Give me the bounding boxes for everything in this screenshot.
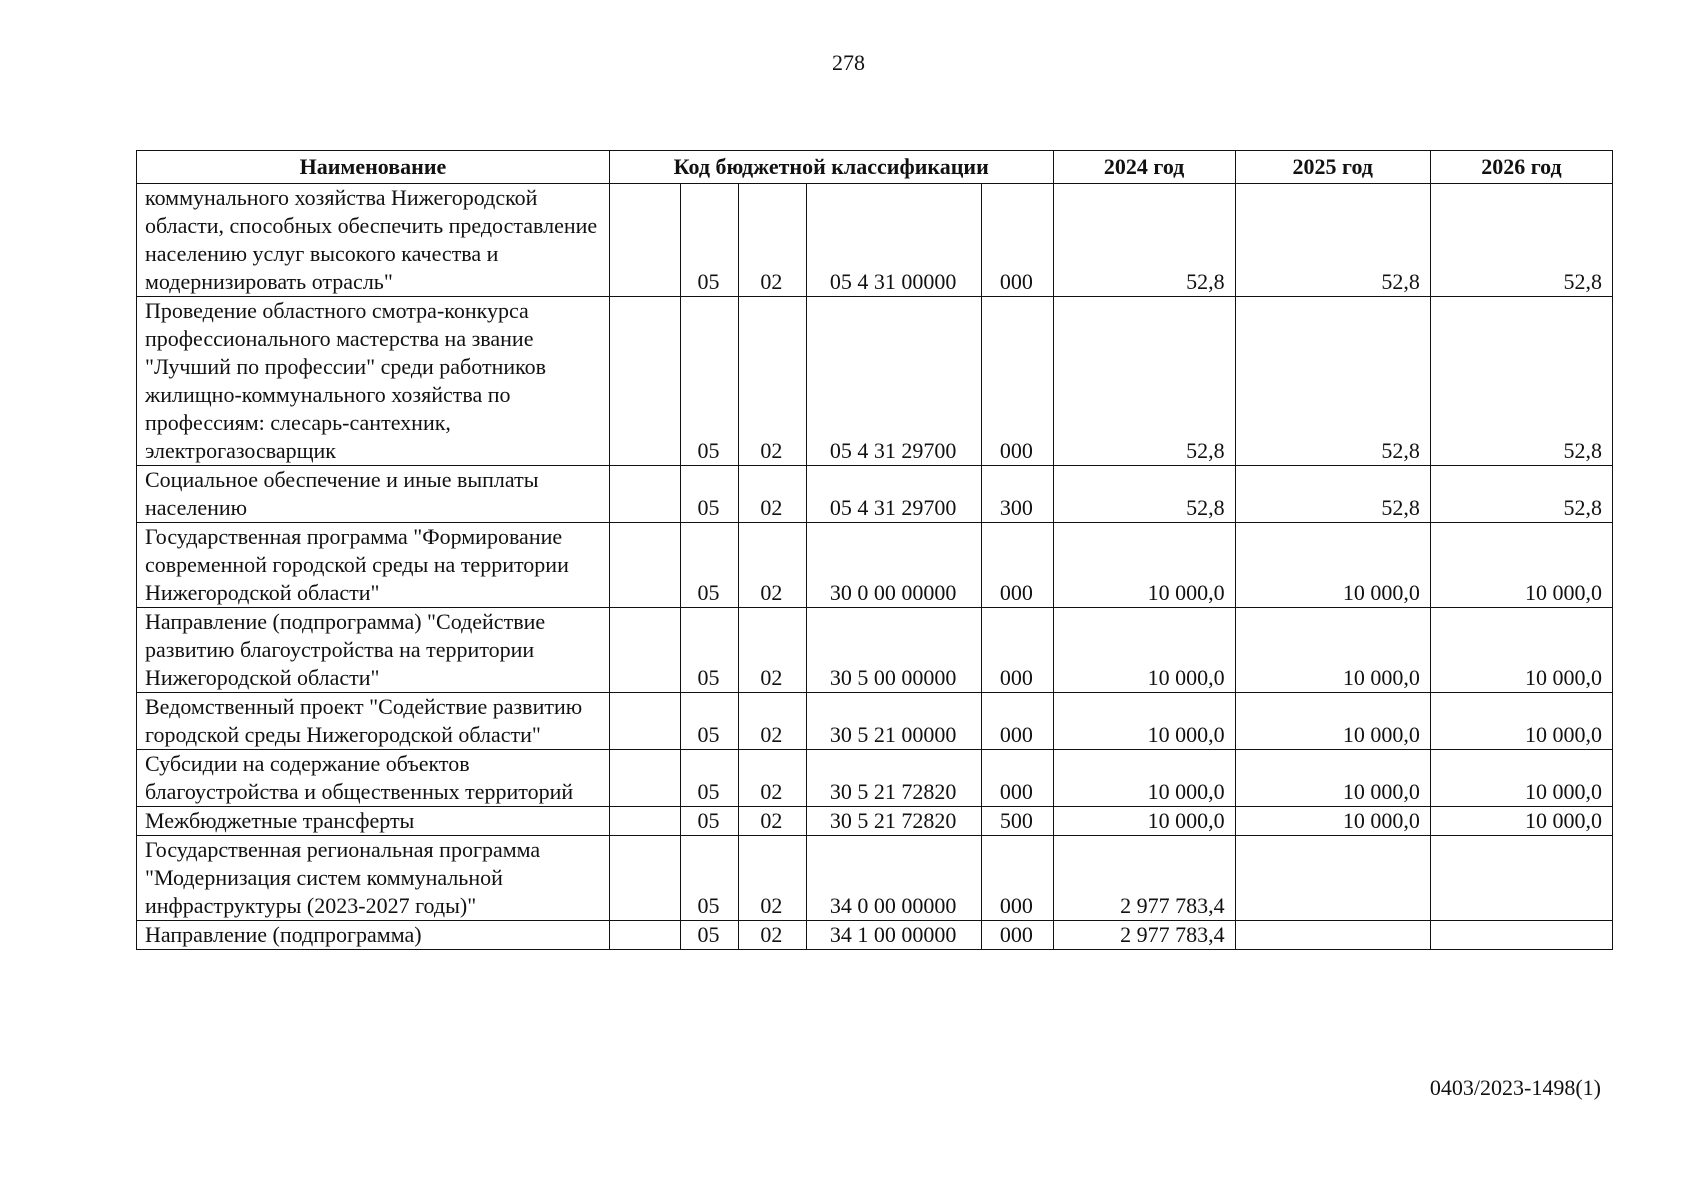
row-blank-cell xyxy=(609,297,680,466)
header-code: Код бюджетной классификации xyxy=(609,151,1053,184)
row-subsection-cell: 02 xyxy=(738,750,806,807)
table-row xyxy=(137,921,1613,950)
row-blank-cell xyxy=(609,807,680,836)
row-2025-value-cell: 10 000,0 xyxy=(1235,693,1430,750)
table-row xyxy=(137,807,1613,836)
row-2026-value-cell: 10 000,0 xyxy=(1430,608,1612,693)
row-expense-type-cell: 000 xyxy=(982,297,1053,466)
row-2026-value-cell: 10 000,0 xyxy=(1430,523,1612,608)
header-2026: 2026 год xyxy=(1430,151,1612,184)
row-2025-value-cell xyxy=(1235,921,1430,950)
row-name-cell: коммунального хозяйства Нижегородской области, способных обеспечить предоставление населению услуг высокого качества и модернизировать отрасль" xyxy=(137,184,610,297)
row-blank-cell xyxy=(609,608,680,693)
row-2024-value-cell: 10 000,0 xyxy=(1053,523,1235,608)
page-number: 278 xyxy=(832,50,865,75)
table-row xyxy=(137,297,1613,466)
row-section-cell: 05 xyxy=(681,184,738,297)
row-name-cell: Ведомственный проект "Содействие развитию городской среды Нижегородской области" xyxy=(137,693,610,750)
row-expense-type-cell: 000 xyxy=(982,750,1053,807)
row-blank-cell xyxy=(609,750,680,807)
row-name-cell: Государственная региональная программа "Модернизация систем коммунальной инфраструктуры (2023-2027 годы)" xyxy=(137,836,610,921)
row-target-article-cell: 30 0 00 00000 xyxy=(807,523,982,608)
row-target-article-cell: 05 4 31 29700 xyxy=(807,297,982,466)
row-name-cell: Проведение областного смотра-конкурса профессионального мастерства на звание "Лучший по профессии" среди работников жилищно-коммунального хозяйства по профессиям: слесарь-сантехник, электрогазосварщик xyxy=(137,297,610,466)
row-expense-type-cell: 000 xyxy=(982,184,1053,297)
row-subsection-cell: 02 xyxy=(738,836,806,921)
row-name-cell: Межбюджетные трансферты xyxy=(137,807,610,836)
row-name-cell: Социальное обеспечение и иные выплаты населению xyxy=(137,466,610,523)
row-2026-value-cell: 10 000,0 xyxy=(1430,807,1612,836)
row-2026-value-cell: 52,8 xyxy=(1430,297,1612,466)
row-2024-value-cell: 10 000,0 xyxy=(1053,750,1235,807)
table-row xyxy=(137,466,1613,523)
row-subsection-cell: 02 xyxy=(738,693,806,750)
row-2025-value-cell: 10 000,0 xyxy=(1235,807,1430,836)
row-name-cell: Направление (подпрограмма) xyxy=(137,921,610,950)
row-target-article-cell: 30 5 00 00000 xyxy=(807,608,982,693)
row-target-article-cell: 30 5 21 00000 xyxy=(807,693,982,750)
row-section-cell: 05 xyxy=(681,297,738,466)
table-row xyxy=(137,523,1613,608)
row-blank-cell xyxy=(609,836,680,921)
row-target-article-cell: 05 4 31 00000 xyxy=(807,184,982,297)
row-expense-type-cell: 500 xyxy=(982,807,1053,836)
row-2024-value-cell: 52,8 xyxy=(1053,466,1235,523)
table-row xyxy=(137,608,1613,693)
row-2024-value-cell: 10 000,0 xyxy=(1053,693,1235,750)
row-section-cell: 05 xyxy=(681,523,738,608)
row-subsection-cell: 02 xyxy=(738,184,806,297)
row-2025-value-cell: 52,8 xyxy=(1235,297,1430,466)
table-row xyxy=(137,693,1613,750)
row-section-cell: 05 xyxy=(681,836,738,921)
row-2024-value-cell: 2 977 783,4 xyxy=(1053,921,1235,950)
table-body xyxy=(137,184,1613,950)
budget-table xyxy=(136,150,1613,950)
row-2024-value-cell: 10 000,0 xyxy=(1053,608,1235,693)
row-target-article-cell: 30 5 21 72820 xyxy=(807,750,982,807)
row-2024-value-cell: 52,8 xyxy=(1053,297,1235,466)
row-2025-value-cell: 52,8 xyxy=(1235,466,1430,523)
row-expense-type-cell: 000 xyxy=(982,523,1053,608)
document-id: 0403/2023-1498(1) xyxy=(1429,1075,1601,1100)
row-section-cell: 05 xyxy=(681,807,738,836)
row-2025-value-cell: 52,8 xyxy=(1235,184,1430,297)
row-blank-cell xyxy=(609,184,680,297)
row-section-cell: 05 xyxy=(681,466,738,523)
row-2025-value-cell: 10 000,0 xyxy=(1235,523,1430,608)
row-subsection-cell: 02 xyxy=(738,466,806,523)
row-target-article-cell: 34 0 00 00000 xyxy=(807,836,982,921)
row-section-cell: 05 xyxy=(681,693,738,750)
row-name-cell: Направление (подпрограмма) "Содействие развитию благоустройства на территории Нижегородской области" xyxy=(137,608,610,693)
row-blank-cell xyxy=(609,693,680,750)
row-section-cell: 05 xyxy=(681,608,738,693)
row-target-article-cell: 30 5 21 72820 xyxy=(807,807,982,836)
row-expense-type-cell: 300 xyxy=(982,466,1053,523)
row-section-cell: 05 xyxy=(681,921,738,950)
row-expense-type-cell: 000 xyxy=(982,921,1053,950)
table-row xyxy=(137,184,1613,297)
row-2025-value-cell xyxy=(1235,836,1430,921)
row-name-cell: Государственная программа "Формирование современной городской среды на территории Нижегородской области" xyxy=(137,523,610,608)
header-2024: 2024 год xyxy=(1053,151,1235,184)
row-blank-cell xyxy=(609,466,680,523)
row-expense-type-cell: 000 xyxy=(982,608,1053,693)
row-2025-value-cell: 10 000,0 xyxy=(1235,750,1430,807)
row-subsection-cell: 02 xyxy=(738,523,806,608)
row-2026-value-cell: 52,8 xyxy=(1430,466,1612,523)
row-2026-value-cell xyxy=(1430,921,1612,950)
row-2024-value-cell: 2 977 783,4 xyxy=(1053,836,1235,921)
row-2026-value-cell: 10 000,0 xyxy=(1430,750,1612,807)
row-section-cell: 05 xyxy=(681,750,738,807)
row-name-cell: Субсидии на содержание объектов благоустройства и общественных территорий xyxy=(137,750,610,807)
row-expense-type-cell: 000 xyxy=(982,693,1053,750)
row-blank-cell xyxy=(609,523,680,608)
header-2025: 2025 год xyxy=(1235,151,1430,184)
row-2025-value-cell: 10 000,0 xyxy=(1235,608,1430,693)
row-subsection-cell: 02 xyxy=(738,921,806,950)
row-blank-cell xyxy=(609,921,680,950)
row-2026-value-cell: 10 000,0 xyxy=(1430,693,1612,750)
row-subsection-cell: 02 xyxy=(738,297,806,466)
row-subsection-cell: 02 xyxy=(738,807,806,836)
row-2026-value-cell xyxy=(1430,836,1612,921)
row-expense-type-cell: 000 xyxy=(982,836,1053,921)
table-row xyxy=(137,750,1613,807)
row-2024-value-cell: 52,8 xyxy=(1053,184,1235,297)
header-name: Наименование xyxy=(137,151,610,184)
row-target-article-cell: 05 4 31 29700 xyxy=(807,466,982,523)
row-2026-value-cell: 52,8 xyxy=(1430,184,1612,297)
row-2024-value-cell: 10 000,0 xyxy=(1053,807,1235,836)
row-subsection-cell: 02 xyxy=(738,608,806,693)
table-header-row xyxy=(137,151,1613,184)
row-target-article-cell: 34 1 00 00000 xyxy=(807,921,982,950)
table-row xyxy=(137,836,1613,921)
